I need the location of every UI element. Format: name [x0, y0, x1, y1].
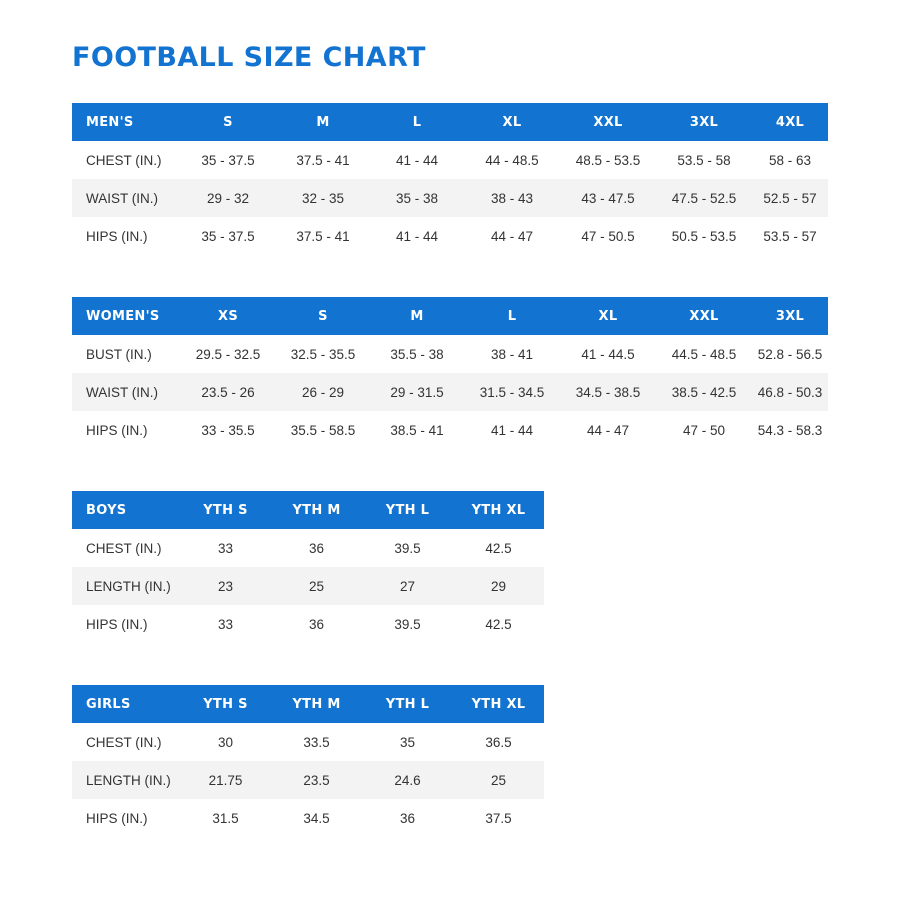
row-header: WAIST (IN.) [72, 373, 180, 411]
table-cell: 34.5 - 38.5 [560, 373, 656, 411]
table-cell: 29.5 - 32.5 [180, 335, 276, 373]
table-cell: 38.5 - 42.5 [656, 373, 752, 411]
column-header: M [370, 297, 464, 335]
table-cell: 36.5 [453, 723, 544, 761]
table-cell: 36 [362, 799, 453, 837]
table-header-row [72, 103, 828, 141]
table-row [72, 723, 544, 761]
row-header: HIPS (IN.) [72, 217, 180, 255]
column-header: YTH L [362, 685, 453, 723]
column-header: S [276, 297, 370, 335]
table-cell: 53.5 - 57 [752, 217, 828, 255]
column-header: XL [464, 103, 560, 141]
table-cell: 29 [453, 567, 544, 605]
table-cell: 21.75 [180, 761, 271, 799]
table-row [72, 179, 828, 217]
table-cell: 41 - 44 [370, 141, 464, 179]
column-header: YTH XL [453, 491, 544, 529]
column-header: XL [560, 297, 656, 335]
table-cell: 25 [271, 567, 362, 605]
column-header: YTH M [271, 685, 362, 723]
table-header-row [72, 685, 544, 723]
table-cell: 50.5 - 53.5 [656, 217, 752, 255]
table-cell: 42.5 [453, 529, 544, 567]
table-row [72, 373, 828, 411]
table-row [72, 217, 828, 255]
table-cell: 41 - 44.5 [560, 335, 656, 373]
table-header-row [72, 491, 544, 529]
table-cell: 52.5 - 57 [752, 179, 828, 217]
table-cell: 35 - 38 [370, 179, 464, 217]
table-cell: 33 [180, 529, 271, 567]
table-cell: 35.5 - 58.5 [276, 411, 370, 449]
table-cell: 37.5 - 41 [276, 141, 370, 179]
table-cell: 33 - 35.5 [180, 411, 276, 449]
table-cell: 38.5 - 41 [370, 411, 464, 449]
table-cell: 37.5 [453, 799, 544, 837]
table-cell: 41 - 44 [370, 217, 464, 255]
column-header: YTH S [180, 491, 271, 529]
table-cell: 25 [453, 761, 544, 799]
row-header: CHEST (IN.) [72, 141, 180, 179]
boys-size-table [72, 491, 544, 643]
table-cell: 29 - 32 [180, 179, 276, 217]
column-header: L [370, 103, 464, 141]
table-header-row [72, 297, 828, 335]
table-cell: 35 - 37.5 [180, 217, 276, 255]
table-cell: 54.3 - 58.3 [752, 411, 828, 449]
table-cell: 32.5 - 35.5 [276, 335, 370, 373]
table-cell: 33 [180, 605, 271, 643]
table-cell: 47.5 - 52.5 [656, 179, 752, 217]
table-cell: 44.5 - 48.5 [656, 335, 752, 373]
column-header: YTH XL [453, 685, 544, 723]
table-cell: 58 - 63 [752, 141, 828, 179]
column-header: YTH L [362, 491, 453, 529]
row-header: CHEST (IN.) [72, 529, 180, 567]
table-row [72, 141, 828, 179]
table-row [72, 529, 544, 567]
womens-size-table [72, 297, 828, 449]
table-cell: 35.5 - 38 [370, 335, 464, 373]
column-header: XS [180, 297, 276, 335]
table-cell: 30 [180, 723, 271, 761]
column-header: 3XL [656, 103, 752, 141]
column-header: L [464, 297, 560, 335]
row-header: CHEST (IN.) [72, 723, 180, 761]
column-header: GIRLS [72, 685, 180, 723]
table-row [72, 411, 828, 449]
row-header: HIPS (IN.) [72, 411, 180, 449]
table-cell: 23.5 - 26 [180, 373, 276, 411]
column-header: BOYS [72, 491, 180, 529]
table-cell: 38 - 41 [464, 335, 560, 373]
row-header: BUST (IN.) [72, 335, 180, 373]
table-cell: 32 - 35 [276, 179, 370, 217]
table-cell: 37.5 - 41 [276, 217, 370, 255]
table-cell: 27 [362, 567, 453, 605]
table-row [72, 761, 544, 799]
table-cell: 44 - 47 [464, 217, 560, 255]
table-cell: 36 [271, 529, 362, 567]
table-cell: 35 - 37.5 [180, 141, 276, 179]
table-cell: 52.8 - 56.5 [752, 335, 828, 373]
column-header: MEN'S [72, 103, 180, 141]
table-cell: 44 - 47 [560, 411, 656, 449]
column-header: XXL [656, 297, 752, 335]
table-row [72, 799, 544, 837]
column-header: S [180, 103, 276, 141]
row-header: WAIST (IN.) [72, 179, 180, 217]
table-cell: 36 [271, 605, 362, 643]
mens-size-table [72, 103, 828, 255]
table-cell: 23.5 [271, 761, 362, 799]
column-header: YTH M [271, 491, 362, 529]
row-header: LENGTH (IN.) [72, 761, 180, 799]
table-cell: 33.5 [271, 723, 362, 761]
table-cell: 39.5 [362, 605, 453, 643]
column-header: 4XL [752, 103, 828, 141]
column-header: XXL [560, 103, 656, 141]
row-header: HIPS (IN.) [72, 605, 180, 643]
table-cell: 44 - 48.5 [464, 141, 560, 179]
column-header: WOMEN'S [72, 297, 180, 335]
table-cell: 31.5 - 34.5 [464, 373, 560, 411]
table-cell: 29 - 31.5 [370, 373, 464, 411]
table-cell: 46.8 - 50.3 [752, 373, 828, 411]
table-cell: 42.5 [453, 605, 544, 643]
table-cell: 39.5 [362, 529, 453, 567]
table-cell: 43 - 47.5 [560, 179, 656, 217]
table-cell: 47 - 50 [656, 411, 752, 449]
table-cell: 47 - 50.5 [560, 217, 656, 255]
column-header: YTH S [180, 685, 271, 723]
table-cell: 41 - 44 [464, 411, 560, 449]
column-header: M [276, 103, 370, 141]
table-cell: 35 [362, 723, 453, 761]
column-header: 3XL [752, 297, 828, 335]
table-cell: 23 [180, 567, 271, 605]
table-cell: 34.5 [271, 799, 362, 837]
page-title: FOOTBALL SIZE CHART [72, 42, 426, 73]
table-cell: 38 - 43 [464, 179, 560, 217]
table-cell: 48.5 - 53.5 [560, 141, 656, 179]
table-row [72, 335, 828, 373]
row-header: LENGTH (IN.) [72, 567, 180, 605]
table-cell: 26 - 29 [276, 373, 370, 411]
table-cell: 31.5 [180, 799, 271, 837]
table-cell: 53.5 - 58 [656, 141, 752, 179]
row-header: HIPS (IN.) [72, 799, 180, 837]
girls-size-table [72, 685, 544, 837]
table-row [72, 605, 544, 643]
table-row [72, 567, 544, 605]
table-cell: 24.6 [362, 761, 453, 799]
